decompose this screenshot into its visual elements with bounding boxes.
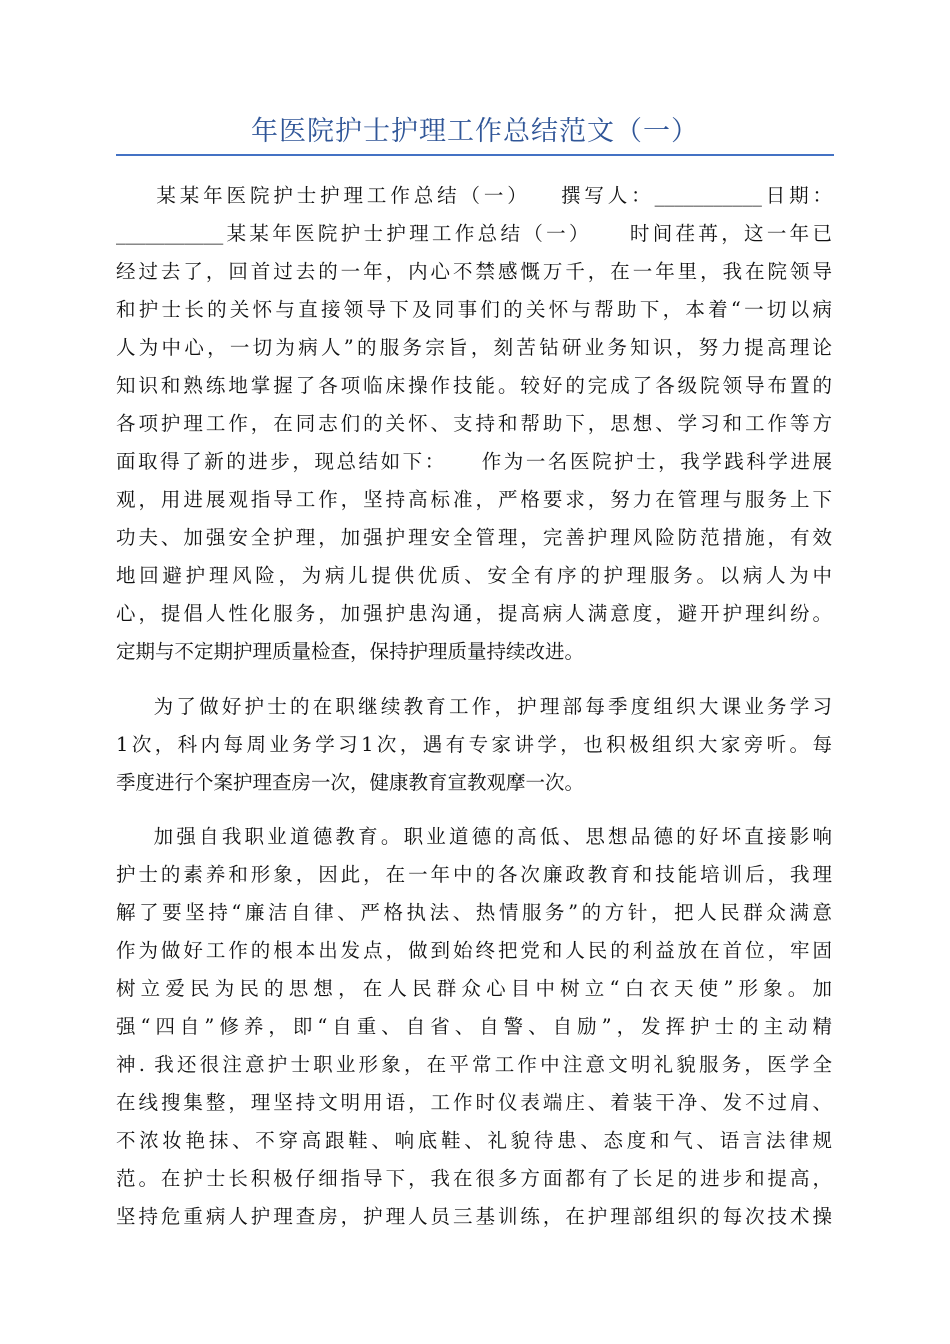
text-line: 神. 我还很注意护士职业形象，在平常工作中注意文明礼貌服务，医学全 [116, 1053, 832, 1076]
text-line: 强“四自”修养，即“自重、自省、自警、自励”，发挥护士的主动精 [116, 1015, 832, 1038]
paragraph-2 [116, 688, 832, 802]
text-line: 加强自我职业道德教育。职业道德的高低、思想品德的好坏直接影响 [116, 825, 832, 848]
paragraph-3 [116, 818, 832, 1236]
text-line: 为了做好护士的在职继续教育工作，护理部每季度组织大课业务学习 [116, 695, 832, 718]
document-title: 年医院护士护理工作总结范文（一） [251, 116, 699, 147]
text-line: 地回避护理风险，为病儿提供优质、安全有序的护理服务。以病人为中 [116, 564, 832, 587]
text-line: 某某年医院护士护理工作总结（一） 撰写人：___________日期： [116, 184, 832, 207]
text-line: 作为做好工作的根本出发点，做到始终把党和人民的利益放在首位，牢固 [116, 939, 832, 962]
text-line: 和护士长的关怀与直接领导下及同事们的关怀与帮助下，本着“一切以病 [116, 298, 832, 321]
paragraph-1 [116, 177, 832, 671]
text-line: 心，提倡人性化服务，加强护患沟通，提高病人满意度，避开护理纠纷。 [116, 602, 832, 625]
text-line: 人为中心，一切为病人”的服务宗旨，刻苦钻研业务知识，努力提高理论 [116, 336, 832, 359]
text-line: 在线搜集整，理坚持文明用语，工作时仪表端庄、着装干净、发不过肩、 [116, 1091, 832, 1114]
text-line: 季度进行个案护理查房一次，健康教育宣教观摩一次。 [116, 771, 585, 794]
text-line: 功夫、加强安全护理，加强护理安全管理，完善护理风险防范措施，有效 [116, 526, 832, 549]
text-line: 范。在护士长积极仔细指导下，我在很多方面都有了长足的进步和提高， [116, 1167, 832, 1190]
title-underline [116, 154, 834, 156]
text-line: 观，用进展观指导工作，坚持高标准，严格要求，努力在管理与服务上下 [116, 488, 832, 511]
text-line: 面取得了新的进步，现总结如下： 作为一名医院护士，我学践科学进展 [116, 450, 832, 473]
text-line: 知识和熟练地掌握了各项临床操作技能。较好的完成了各级院领导布置的 [116, 374, 832, 397]
text-line: 树立爱民为民的思想，在人民群众心目中树立“白衣天使”形象。加 [116, 977, 832, 1000]
text-line: 解了要坚持“廉洁自律、严格执法、热情服务”的方针，把人民群众满意 [116, 901, 832, 924]
text-line: 不浓妆艳抹、不穿高跟鞋、响底鞋、礼貌待患、态度和气、语言法律规 [116, 1129, 832, 1152]
text-line: 经过去了，回首过去的一年，内心不禁感慨万千，在一年里，我在院领导 [116, 260, 832, 283]
text-line: 1次，科内每周业务学习1次，遇有专家讲学，也积极组织大家旁听。每 [116, 733, 832, 756]
text-line: 定期与不定期护理质量检查，保持护理质量持续改进。 [116, 640, 585, 663]
text-line: 各项护理工作，在同志们的关怀、支持和帮助下，思想、学习和工作等方 [116, 412, 832, 435]
text-line: ___________某某年医院护士护理工作总结（一） 时间荏苒，这一年已 [116, 222, 832, 245]
text-line: 坚持危重病人护理查房，护理人员三基训练，在护理部组织的每次技术操 [116, 1205, 832, 1228]
text-line: 护士的素养和形象，因此，在一年中的各次廉政教育和技能培训后，我理 [116, 863, 832, 886]
